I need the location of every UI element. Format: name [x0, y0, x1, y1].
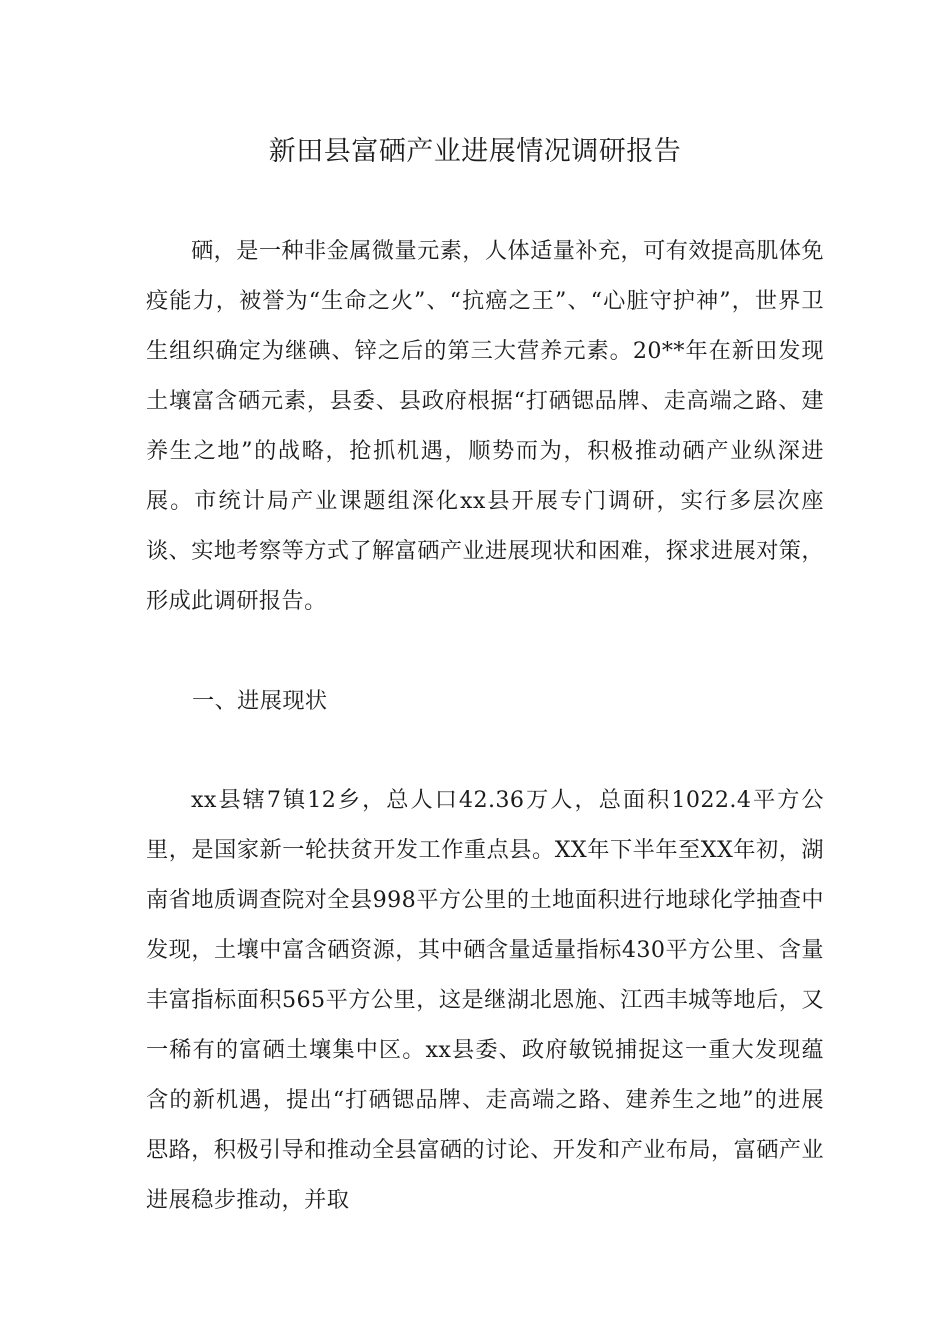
document-title: 新田县富硒产业进展情况调研报告: [268, 136, 682, 167]
intro-paragraph: 硒，是一种非金属微量元素，人体适量补充，可有效提高肌体免疫能力，被誉为“生命之火”、“抗癌之王”、“心脏守护神”，世界卫生组织确定为继碘、锌之后的第三大营养元素。20**年在新田发现土壤富含硒元素，县委、县政府根据“打硒锶品牌、走高端之路、建养生之地”的战略，抢抓机遇，顺势而为，积极推动硒产业纵深进展。市统计局产业课题组深化xx县开展专门调研，实行多层次座谈、实地考察等方式了解富硒产业进展现状和困难，探求进展对策，形成此调研报告。: [146, 238, 824, 614]
progress-status-paragraph: xx县辖7镇12乡，总人口42.36万人，总面积1022.4平方公里，是国家新一轮扶贫开发工作重点县。XX年下半年至XX年初，湖南省地质调查院对全县998平方公里的土地面积进行地球化学抽查中发现，土壤中富含硒资源，其中硒含量适量指标430平方公里、含量丰富指标面积565平方公里，这是继湖北恩施、江西丰城等地后，又一稀有的富硒土壤集中区。xx县委、政府敏锐捕捉这一重大发现蕴含的新机遇，提出“打硒锶品牌、走高端之路、建养生之地”的进展思路，积极引导和推动全县富硒的讨论、开发和产业布局，富硒产业进展稳步推动，并取: [146, 787, 824, 1213]
section-heading-progress-status: 一、进展现状: [192, 688, 328, 714]
